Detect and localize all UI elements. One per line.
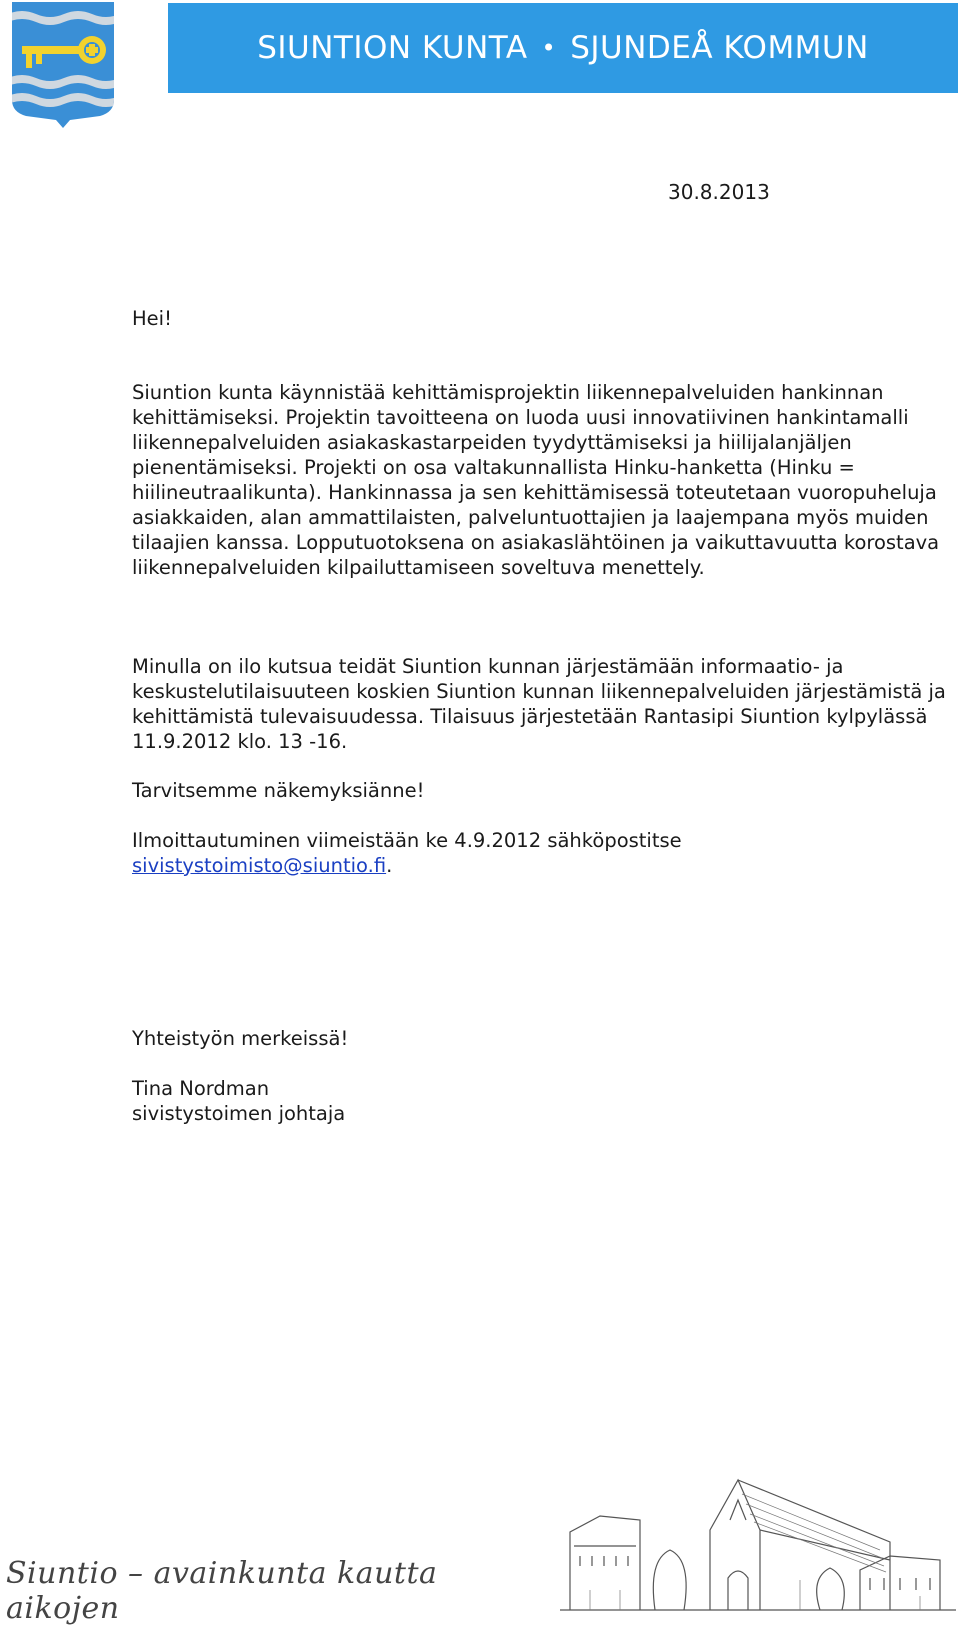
email-suffix: .	[386, 854, 393, 877]
letter-paragraph-registration	[132, 828, 952, 878]
letter-paragraph-request: Tarvitsemme näkemyksiänne!	[132, 779, 425, 802]
letter-paragraph-invitation: Minulla on ilo kutsua teidät Siuntion kunnan järjestämään informaatio- ja keskustelutilaisuuteen koskien Siuntion kunnan liikennepalveluiden järjestämistä ja kehittämistä tulevaisuudessa. Tilaisuus järjestetään Rantasipi Siuntion kylpylässä 11.9.2012 klo. 13 -16.	[132, 655, 946, 753]
header-separator: •	[541, 34, 557, 62]
signer-title: sivistystoimen johtaja	[132, 1102, 346, 1125]
signer-name: Tina Nordman	[132, 1077, 270, 1100]
letter-paragraph-project: Siuntion kunta käynnistää kehittämisprojektin liikennepalveluiden hankinnan kehittämiseksi. Projektin tavoitteena on luoda uusi innovatiivinen hankintamalli liikennepalveluiden asiakaskastarpeiden tyydyttämiseksi ja hiilijalanjäljen pienentämiseksi. Projekti on osa valtakunnallista Hinku-hanketta (Hinku = hiilineutraalikunta). Hankinnassa ja sen kehittämisessä toteutetaan vuoropuheluja asiakkaiden, alan ammattilaisten, palveluntuottajien ja laajempana myös muiden tilaajien kanssa. Lopputuotoksena on asiakaslähtöinen ja vaikuttavuutta korostava liikennepalveluiden kilpailuttamiseen soveltuva menettely.	[132, 381, 940, 579]
letter-greeting: Hei!	[132, 307, 172, 330]
letter-closing: Yhteistyön merkeissä!	[132, 1027, 349, 1050]
header-band	[168, 3, 958, 93]
letter-signature	[132, 1076, 952, 1126]
email-link[interactable]: sivistystoimisto@siuntio.fi	[132, 854, 387, 877]
municipality-name-sv: SJUNDEÅ KOMMUN	[570, 30, 869, 66]
letter-date: 30.8.2013	[668, 180, 770, 204]
footer-slogan: Siuntio – avainkunta kautta aikojen	[6, 1556, 438, 1626]
coat-of-arms-key-icon	[8, 0, 118, 130]
church-sketch-image	[560, 1460, 956, 1620]
registration-text: Ilmoittautuminen viimeistään ke 4.9.2012 sähköpostitse	[132, 829, 682, 852]
municipality-name-fi: SIUNTION KUNTA	[257, 30, 528, 66]
